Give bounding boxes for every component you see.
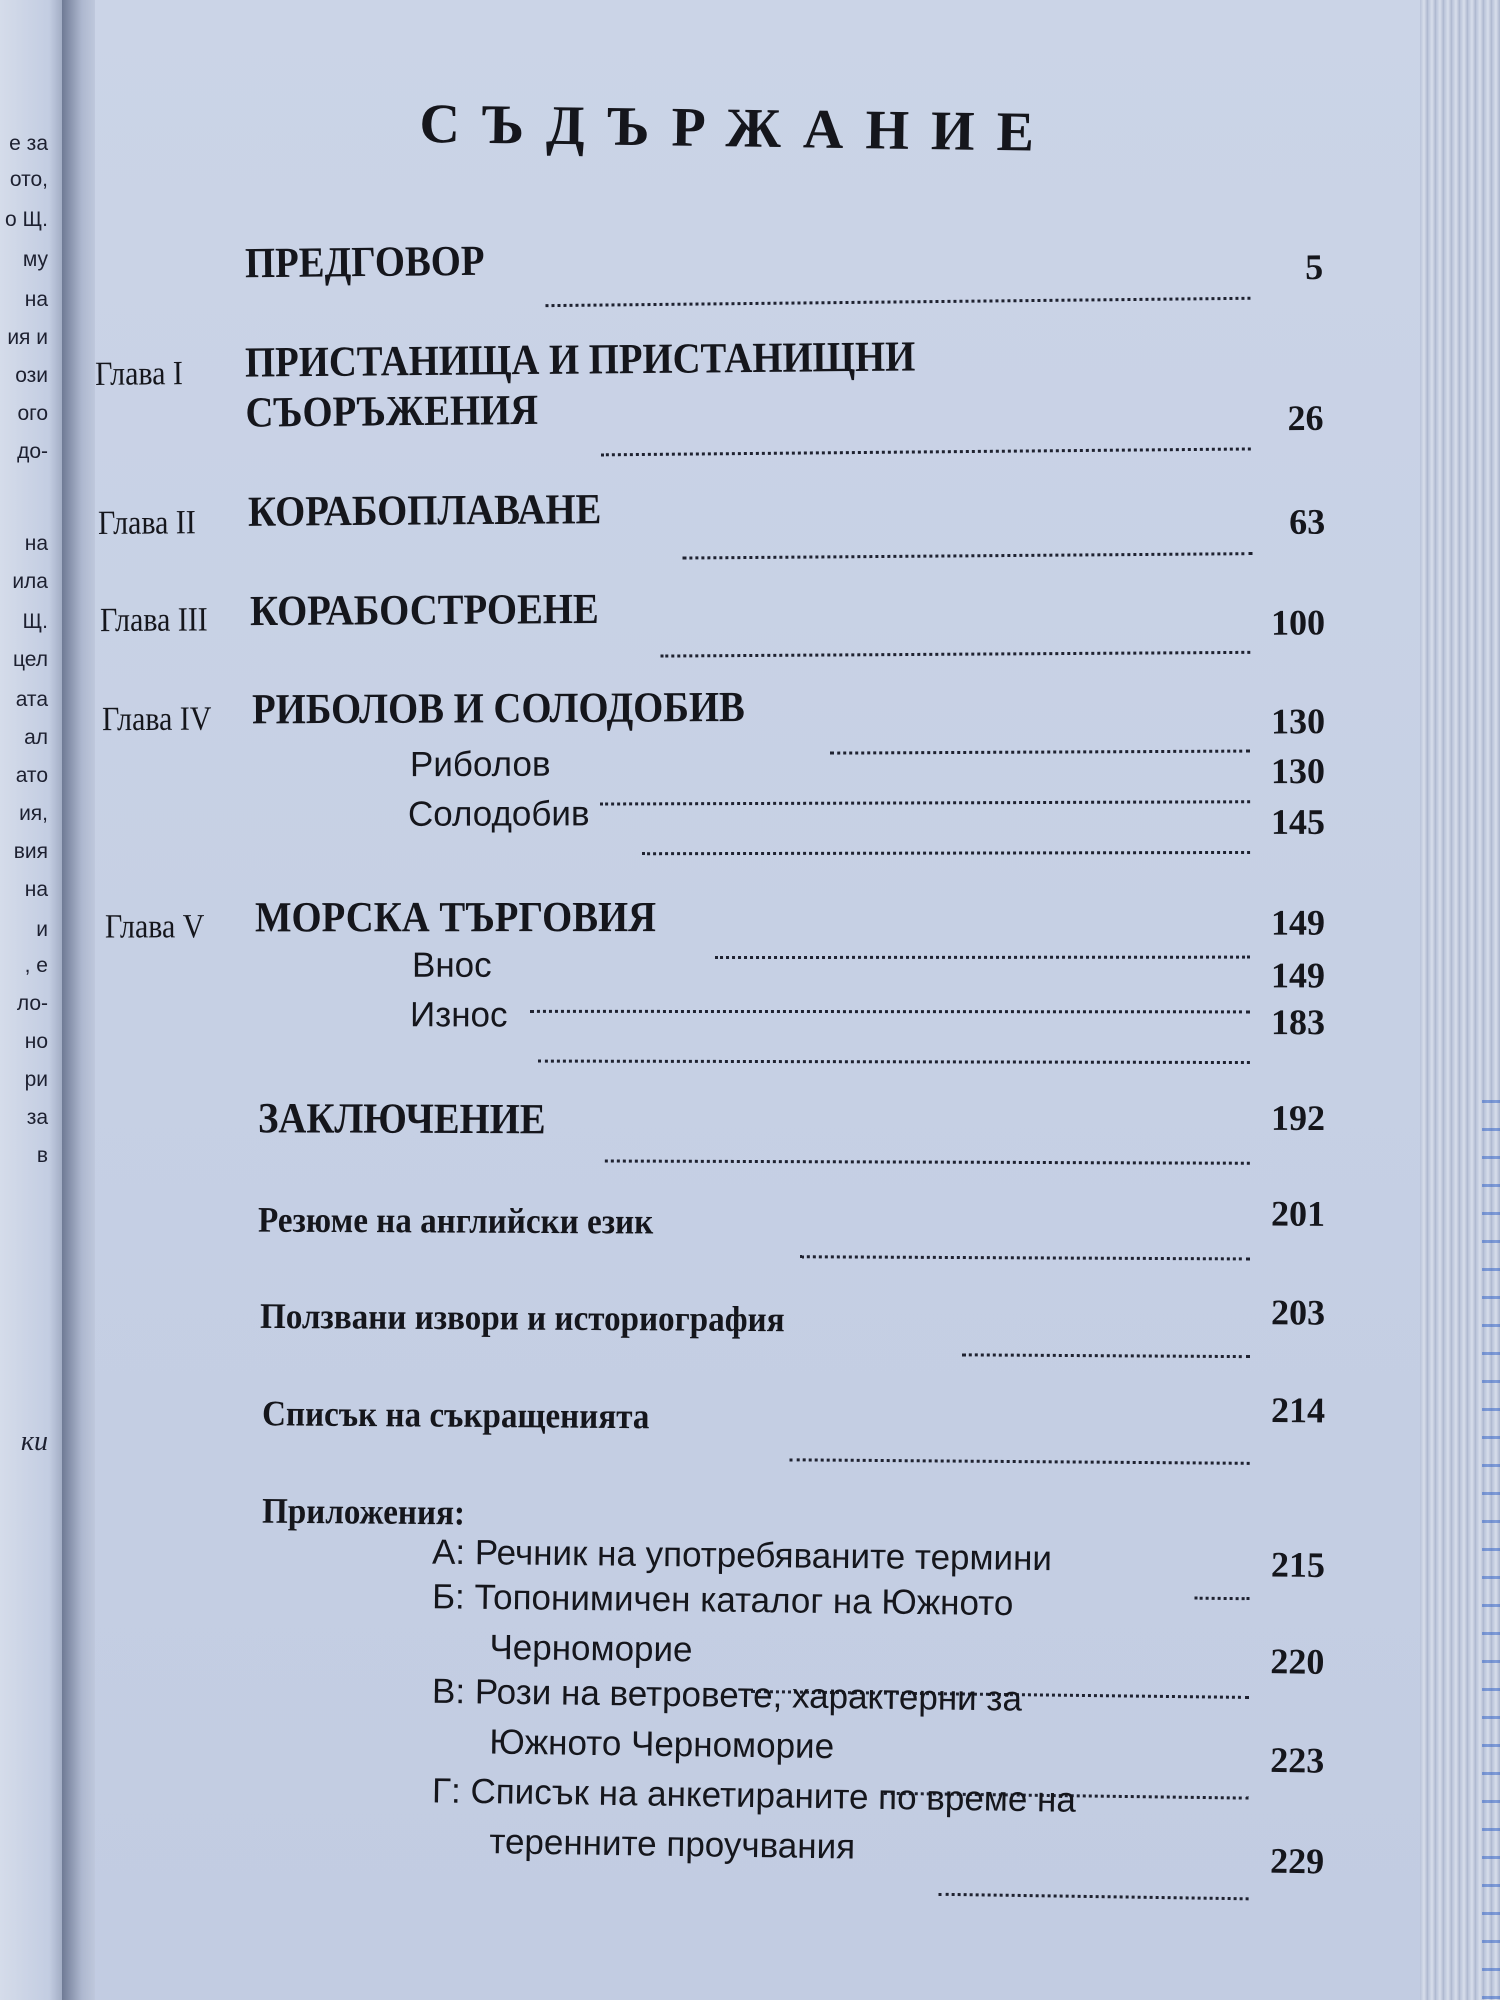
page-number: 5 bbox=[1304, 246, 1324, 288]
facing-text: ата bbox=[15, 688, 48, 711]
entry-title: Резюме на английски език bbox=[257, 1199, 654, 1242]
facing-text: ато bbox=[15, 764, 48, 787]
page-number: 183 bbox=[1270, 1002, 1326, 1043]
page-number: 149 bbox=[1270, 955, 1326, 996]
facing-text: на bbox=[24, 288, 48, 311]
page-number: 26 bbox=[1287, 397, 1324, 439]
page-number: 229 bbox=[1269, 1840, 1325, 1882]
facing-text: ото, bbox=[9, 168, 48, 191]
entry-title-continued: теренните проучвания bbox=[489, 1822, 856, 1867]
facing-text: за bbox=[26, 1106, 48, 1129]
chapter-number: Глава II bbox=[97, 504, 196, 543]
entry-title: В: Рози на ветровете, характерни за bbox=[431, 1671, 1023, 1719]
page-number: 220 bbox=[1270, 1641, 1325, 1682]
page-number: 130 bbox=[1270, 701, 1326, 742]
facing-text: но bbox=[24, 1030, 48, 1053]
facing-text: ло- bbox=[16, 992, 48, 1015]
chapter-number: Глава IV bbox=[101, 700, 212, 739]
entry-title: КОРАБОПЛАВАНЕ bbox=[247, 486, 602, 536]
facing-text: ки bbox=[20, 1426, 48, 1457]
facing-text: ия, bbox=[19, 802, 48, 825]
leader-dots bbox=[1195, 1597, 1250, 1601]
entry-title-continued: Черноморие bbox=[489, 1627, 693, 1670]
page-number: 203 bbox=[1270, 1292, 1326, 1333]
page-number: 130 bbox=[1270, 750, 1326, 792]
entry-title: Ползвани извори и историография bbox=[259, 1295, 785, 1340]
entry-title: Солодобив bbox=[407, 794, 590, 834]
page-edges bbox=[1420, 0, 1500, 2000]
entry-title-continued: СЪОРЪЖЕНИЯ bbox=[245, 386, 539, 437]
facing-text: ия и bbox=[7, 326, 48, 349]
chapter-number: Глава V bbox=[104, 908, 205, 946]
facing-page-fragment bbox=[0, 0, 70, 2000]
facing-text: цел bbox=[12, 648, 48, 671]
entry-title: Износ bbox=[409, 995, 508, 1035]
page-number: 201 bbox=[1270, 1193, 1326, 1234]
leader-dots bbox=[715, 956, 1250, 959]
entry-title: Внос bbox=[411, 945, 492, 985]
page-number: 214 bbox=[1270, 1390, 1326, 1431]
page-number: 100 bbox=[1270, 602, 1326, 643]
facing-text: ила bbox=[12, 570, 48, 593]
entry-title: А: Речник на употребяваните термини bbox=[431, 1532, 1053, 1579]
page-number: 145 bbox=[1270, 801, 1326, 842]
facing-text: ого bbox=[17, 402, 48, 425]
entry-title: Г: Списък на анкетираните по време на bbox=[431, 1771, 1077, 1820]
facing-text: ал bbox=[24, 726, 48, 749]
leader-dots bbox=[530, 1010, 1250, 1014]
entry-title: МОРСКА ТЪРГОВИЯ bbox=[254, 894, 657, 942]
page-number: 215 bbox=[1270, 1544, 1326, 1586]
facing-text: о Щ. bbox=[4, 208, 48, 231]
facing-text: вия bbox=[13, 840, 48, 863]
entry-title: РИБОЛОВ И СОЛОДОБИВ bbox=[251, 684, 745, 734]
page-number: 223 bbox=[1269, 1739, 1325, 1781]
background-pattern bbox=[1482, 1100, 1500, 2000]
page-title: СЪДЪРЖАНИЕ bbox=[419, 92, 1057, 164]
facing-text: ози bbox=[15, 364, 48, 387]
entry-title: Риболов bbox=[409, 744, 551, 785]
page-number: 63 bbox=[1288, 501, 1326, 542]
facing-text: в bbox=[36, 1144, 48, 1167]
facing-text: до- bbox=[17, 440, 48, 463]
facing-text: и bbox=[36, 918, 48, 941]
page-number: 149 bbox=[1270, 902, 1326, 943]
entry-title: ПРЕДГОВОР bbox=[244, 237, 485, 288]
facing-text: ри bbox=[24, 1068, 48, 1091]
entry-title: Списък на съкращенията bbox=[261, 1393, 650, 1437]
facing-text: на bbox=[24, 532, 48, 555]
facing-text: Щ. bbox=[22, 610, 48, 633]
page-number: 192 bbox=[1270, 1097, 1326, 1139]
facing-text: на bbox=[24, 878, 48, 901]
facing-text: , е bbox=[24, 954, 48, 977]
entry-title: Приложения: bbox=[261, 1490, 466, 1533]
facing-text: му bbox=[22, 248, 48, 271]
entry-title: ПРИСТАНИЩА И ПРИСТАНИЩНИ bbox=[244, 333, 916, 387]
entry-title: КОРАБОСТРОЕНЕ bbox=[249, 585, 599, 636]
chapter-number: Глава I bbox=[94, 355, 184, 393]
facing-text: е за bbox=[9, 132, 48, 155]
entry-title-continued: Южното Черноморие bbox=[489, 1722, 835, 1767]
chapter-number: Глава III bbox=[99, 601, 208, 640]
entry-title: ЗАКЛЮЧЕНИЕ bbox=[257, 1095, 546, 1144]
entry-title: Б: Топонимичен каталог на Южното bbox=[431, 1577, 1014, 1624]
